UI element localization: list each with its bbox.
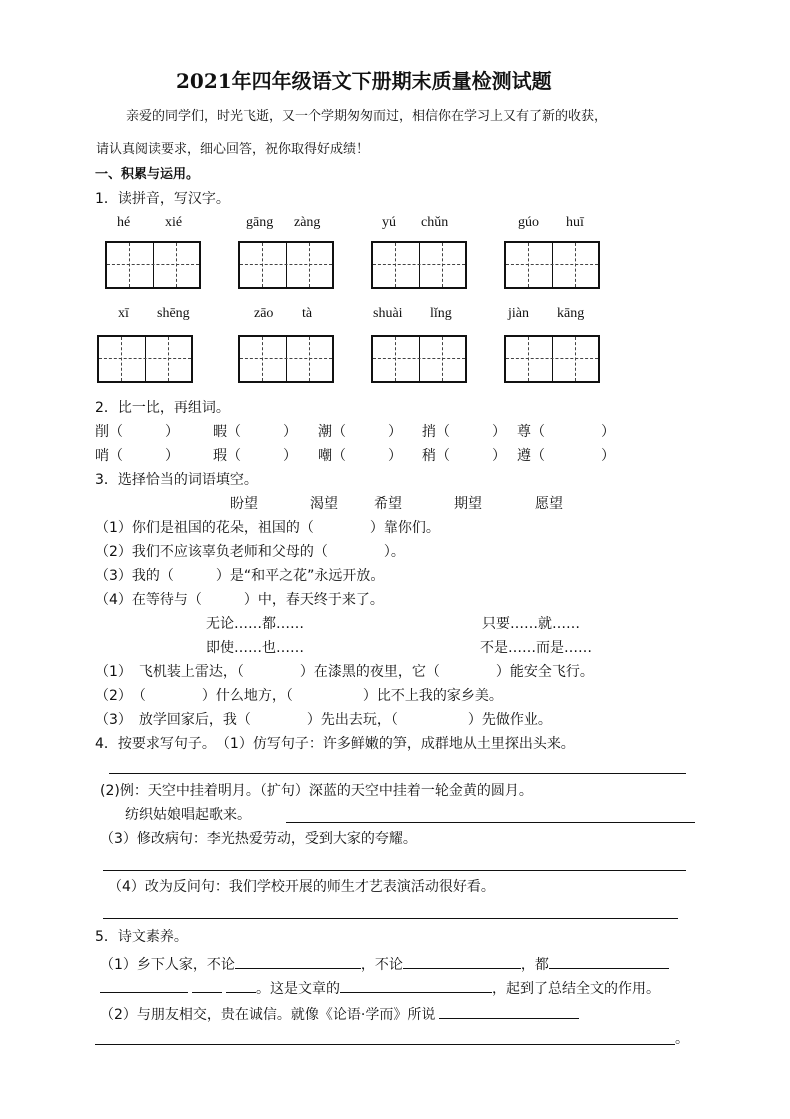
blank[interactable] xyxy=(439,1004,579,1019)
poem-line-3 xyxy=(100,1004,579,1024)
intro-line-2: 请认真阅读要求，细心回答，祝你取得好成绩！ xyxy=(96,142,370,157)
writing-grid[interactable] xyxy=(97,335,193,383)
pinyin: hé xyxy=(117,215,131,230)
answer-line[interactable] xyxy=(95,1044,675,1045)
compare-word[interactable]: 潮（ ） xyxy=(318,424,402,440)
conjunction-option: 无论……都…… xyxy=(206,616,304,632)
pinyin: zāo xyxy=(254,306,274,321)
section-heading: 一、积累与运用。 xyxy=(95,167,200,182)
blank[interactable] xyxy=(235,954,361,969)
pinyin: gúo xyxy=(518,215,539,230)
poem-line-1 xyxy=(100,954,669,974)
conjunction-option: 即使……也…… xyxy=(206,640,304,656)
poem-text: （1）乡下人家，不论 xyxy=(100,957,235,973)
pinyin: huī xyxy=(566,215,584,230)
pinyin: xié xyxy=(165,215,183,230)
answer-line[interactable] xyxy=(109,773,686,774)
line-end-mark: 。 xyxy=(675,1031,689,1047)
fill-sentence[interactable]: （3）我的（ ）是“和平之花”永远开放。 xyxy=(95,568,385,584)
pinyin: jiàn xyxy=(508,306,529,321)
pinyin: yú xyxy=(382,215,396,230)
conjunction-option: 只要……就…… xyxy=(482,616,580,632)
fill-sentence[interactable]: （2） （ ）什么地方，（ ）比不上我的家乡美。 xyxy=(95,688,503,704)
compare-word[interactable]: 瑕（ ） xyxy=(213,448,297,464)
question-1-label: 1．读拼音，写汉字。 xyxy=(95,191,230,207)
writing-grid[interactable] xyxy=(238,335,334,383)
pinyin: shēng xyxy=(157,306,190,321)
blank[interactable] xyxy=(403,954,521,969)
expand-example: (2)例：天空中挂着明月。（扩句）深蓝的天空中挂着一轮金黄的圆月。 xyxy=(100,783,533,799)
conjunction-option: 不是……而是…… xyxy=(480,640,592,656)
compare-word[interactable]: 捎（ ） xyxy=(422,424,506,440)
correct-sentence-task: （3）修改病句：李光热爱劳动，受到大家的夸耀。 xyxy=(100,831,417,847)
answer-line[interactable] xyxy=(286,822,695,823)
fill-sentence[interactable]: （2）我们不应该辜负老师和父母的（ ）。 xyxy=(95,544,405,560)
pinyin: zàng xyxy=(294,215,321,230)
compare-word[interactable]: 哨（ ） xyxy=(95,448,179,464)
writing-grid[interactable] xyxy=(371,241,467,289)
expand-task: 纺织姑娘唱起歌来。 xyxy=(125,807,251,823)
question-5-label: 5．诗文素养。 xyxy=(95,929,188,945)
blank[interactable] xyxy=(226,978,256,993)
compare-word[interactable]: 嘲（ ） xyxy=(318,448,402,464)
compare-word[interactable]: 削（ ） xyxy=(95,424,179,440)
pinyin: kāng xyxy=(557,306,585,321)
blank[interactable] xyxy=(192,978,222,993)
answer-line[interactable] xyxy=(103,870,686,871)
compare-word[interactable]: 暇（ ） xyxy=(213,424,297,440)
word-option: 渴望 xyxy=(310,496,338,512)
question-2-label: 2．比一比，再组词。 xyxy=(95,400,230,416)
word-option: 愿望 xyxy=(535,496,563,512)
pinyin: gāng xyxy=(246,215,274,230)
answer-line[interactable] xyxy=(103,918,678,919)
fill-sentence[interactable]: （1） 飞机装上雷达，（ ）在漆黑的夜里，它（ ）能安全飞行。 xyxy=(95,664,594,680)
writing-grid[interactable] xyxy=(371,335,467,383)
word-option: 盼望 xyxy=(230,496,258,512)
poem-text: （2）与朋友相交，贵在诚信。就像《论语·学而》所说 xyxy=(100,1007,436,1023)
pinyin: tà xyxy=(302,306,313,321)
blank[interactable] xyxy=(549,954,669,969)
intro-line-1: 亲爱的同学们，时光飞逝，又一个学期匆匆而过，相信你在学习上又有了新的收获， xyxy=(126,109,608,124)
pinyin: xī xyxy=(118,306,129,321)
page-title: 2021年四年级语文下册期末质量检测试题 xyxy=(176,69,552,93)
poem-text: ，起到了总结全文的作用。 xyxy=(492,981,660,997)
writing-grid[interactable] xyxy=(504,335,600,383)
poem-text: 。这是文章的 xyxy=(256,981,340,997)
writing-grid[interactable] xyxy=(504,241,600,289)
rhetorical-question-task: （4）改为反问句：我们学校开展的师生才艺表演活动很好看。 xyxy=(108,879,495,895)
word-option: 希望 xyxy=(374,496,402,512)
fill-sentence[interactable]: （4）在等待与（ ）中，春天终于来了。 xyxy=(95,592,384,608)
pinyin: shuài xyxy=(373,306,403,321)
word-option: 期望 xyxy=(454,496,482,512)
writing-grid[interactable] xyxy=(238,241,334,289)
compare-word[interactable]: 遵（ ） xyxy=(517,448,615,464)
pinyin: chǔn xyxy=(421,215,449,230)
fill-sentence[interactable]: （3） 放学回家后，我（ ）先出去玩，（ ）先做作业。 xyxy=(95,712,552,728)
compare-word[interactable]: 稍（ ） xyxy=(422,448,506,464)
poem-text: ，都 xyxy=(520,957,549,973)
poem-line-2 xyxy=(100,978,660,998)
blank[interactable] xyxy=(340,978,492,993)
pinyin: lǐng xyxy=(430,306,452,321)
question-4-label: 4．按要求写句子。 （1）仿写句子：许多鲜嫩的笋，成群地从土里探出头来。 xyxy=(95,736,575,752)
fill-sentence[interactable]: （1）你们是祖国的花朵，祖国的（ ）靠你们。 xyxy=(95,520,440,536)
blank[interactable] xyxy=(100,978,188,993)
question-3-label: 3．选择恰当的词语填空。 xyxy=(95,472,258,488)
poem-text: ，不论 xyxy=(360,957,403,973)
writing-grid[interactable] xyxy=(105,241,201,289)
compare-word[interactable]: 尊（ ） xyxy=(517,424,615,440)
